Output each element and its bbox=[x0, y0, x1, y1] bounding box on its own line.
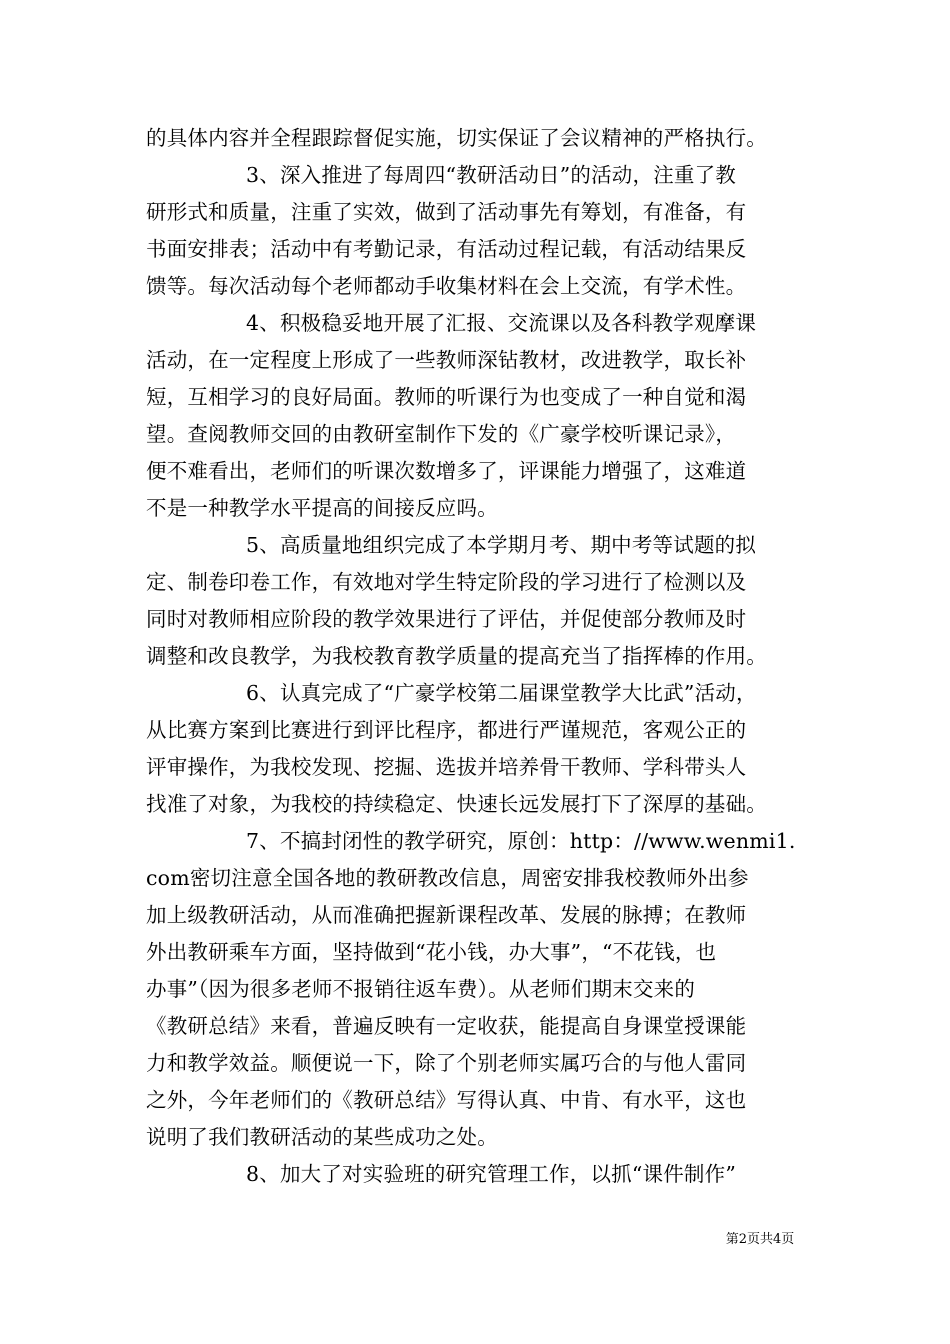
text-line: 定、制卷印卷工作，有效地对学生特定阶段的学习进行了检测以及 bbox=[146, 570, 747, 594]
text-line: 《教研总结》来看，普遍反映有一定收获，能提高自身课堂授课能 bbox=[146, 1014, 747, 1038]
text-line: 便不难看出，老师们的听课次数增多了，评课能力增强了，这难道 bbox=[146, 459, 747, 483]
page-footer bbox=[0, 1232, 950, 1248]
text-line: 望。查阅教师交回的由教研室制作下发的《广豪学校听课记录》， bbox=[146, 422, 737, 446]
text-line: 力和教学效益。顺便说一下，除了个别老师实属巧合的与他人雷同 bbox=[146, 1051, 747, 1075]
text-line: 找准了对象，为我校的持续稳定、快速长远发展打下了深厚的基础。 bbox=[146, 792, 767, 816]
text-line: 短，互相学习的良好局面。教师的听课行为也变成了一种自觉和渴 bbox=[146, 385, 747, 409]
text-line: 活动，在一定程度上形成了一些教师深钻教材，改进教学，取长补 bbox=[146, 348, 747, 372]
text-line: 办事”（因为很多老师不报销往返车费）。从老师们期末交来的 bbox=[146, 977, 696, 1001]
paragraph-6-start: 6、认真完成了“广豪学校第二届课堂教学大比武”活动， bbox=[246, 681, 757, 705]
text-line: 研形式和质量，注重了实效，做到了活动事先有筹划，有准备，有 bbox=[146, 200, 747, 224]
text-line: 同时对教师相应阶段的教学效果进行了评估，并促使部分教师及时 bbox=[146, 607, 747, 631]
text-line: com密切注意全国各地的教研教改信息，周密安排我校教师外出参 bbox=[146, 866, 749, 890]
paragraph-5-start: 5、高质量地组织完成了本学期月考、期中考等试题的拟 bbox=[246, 533, 757, 557]
text-line: 书面安排表；活动中有考勤记录，有活动过程记载，有活动结果反 bbox=[146, 237, 747, 261]
page-number: 第2页共4页 bbox=[725, 1232, 795, 1247]
text-line: 从比赛方案到比赛进行到评比程序，都进行严谨规范，客观公正的 bbox=[146, 718, 747, 742]
text-line: 评审操作，为我校发现、挖掘、选拔并培养骨干教师、学科带头人 bbox=[146, 755, 747, 779]
text-line: 外出教研乘车方面，坚持做到“花小钱，办大事”，“不花钱，也 bbox=[146, 940, 717, 964]
paragraph-3-start: 3、深入推进了每周四“教研活动日”的活动，注重了教 bbox=[246, 163, 737, 187]
text-line: 说明了我们教研活动的某些成功之处。 bbox=[146, 1125, 498, 1149]
text-line: 之外，今年老师们的《教研总结》写得认真、中肯、有水平，这也 bbox=[146, 1088, 747, 1112]
text-line: 调整和改良教学，为我校教育教学质量的提高充当了指挥棒的作用。 bbox=[146, 644, 767, 668]
text-line: 的具体内容并全程跟踪督促实施，切实保证了会议精神的严格执行。 bbox=[146, 126, 767, 150]
paragraph-4-start: 4、积极稳妥地开展了汇报、交流课以及各科教学观摩课 bbox=[246, 311, 757, 335]
text-line: 馈等。每次活动每个老师都动手收集材料在会上交流，有学术性。 bbox=[146, 274, 747, 298]
text-line: 加上级教研活动，从而准确把握新课程改革、发展的脉搏；在教师 bbox=[146, 903, 747, 927]
paragraph-7-start: 7、不搞封闭性的教学研究，原创：http：//www.wenmi1. bbox=[246, 829, 796, 853]
paragraph-8-start: 8、加大了对实验班的研究管理工作，以抓“课件制作” bbox=[246, 1162, 737, 1186]
text-line: 不是一种教学水平提高的间接反应吗。 bbox=[146, 496, 498, 520]
